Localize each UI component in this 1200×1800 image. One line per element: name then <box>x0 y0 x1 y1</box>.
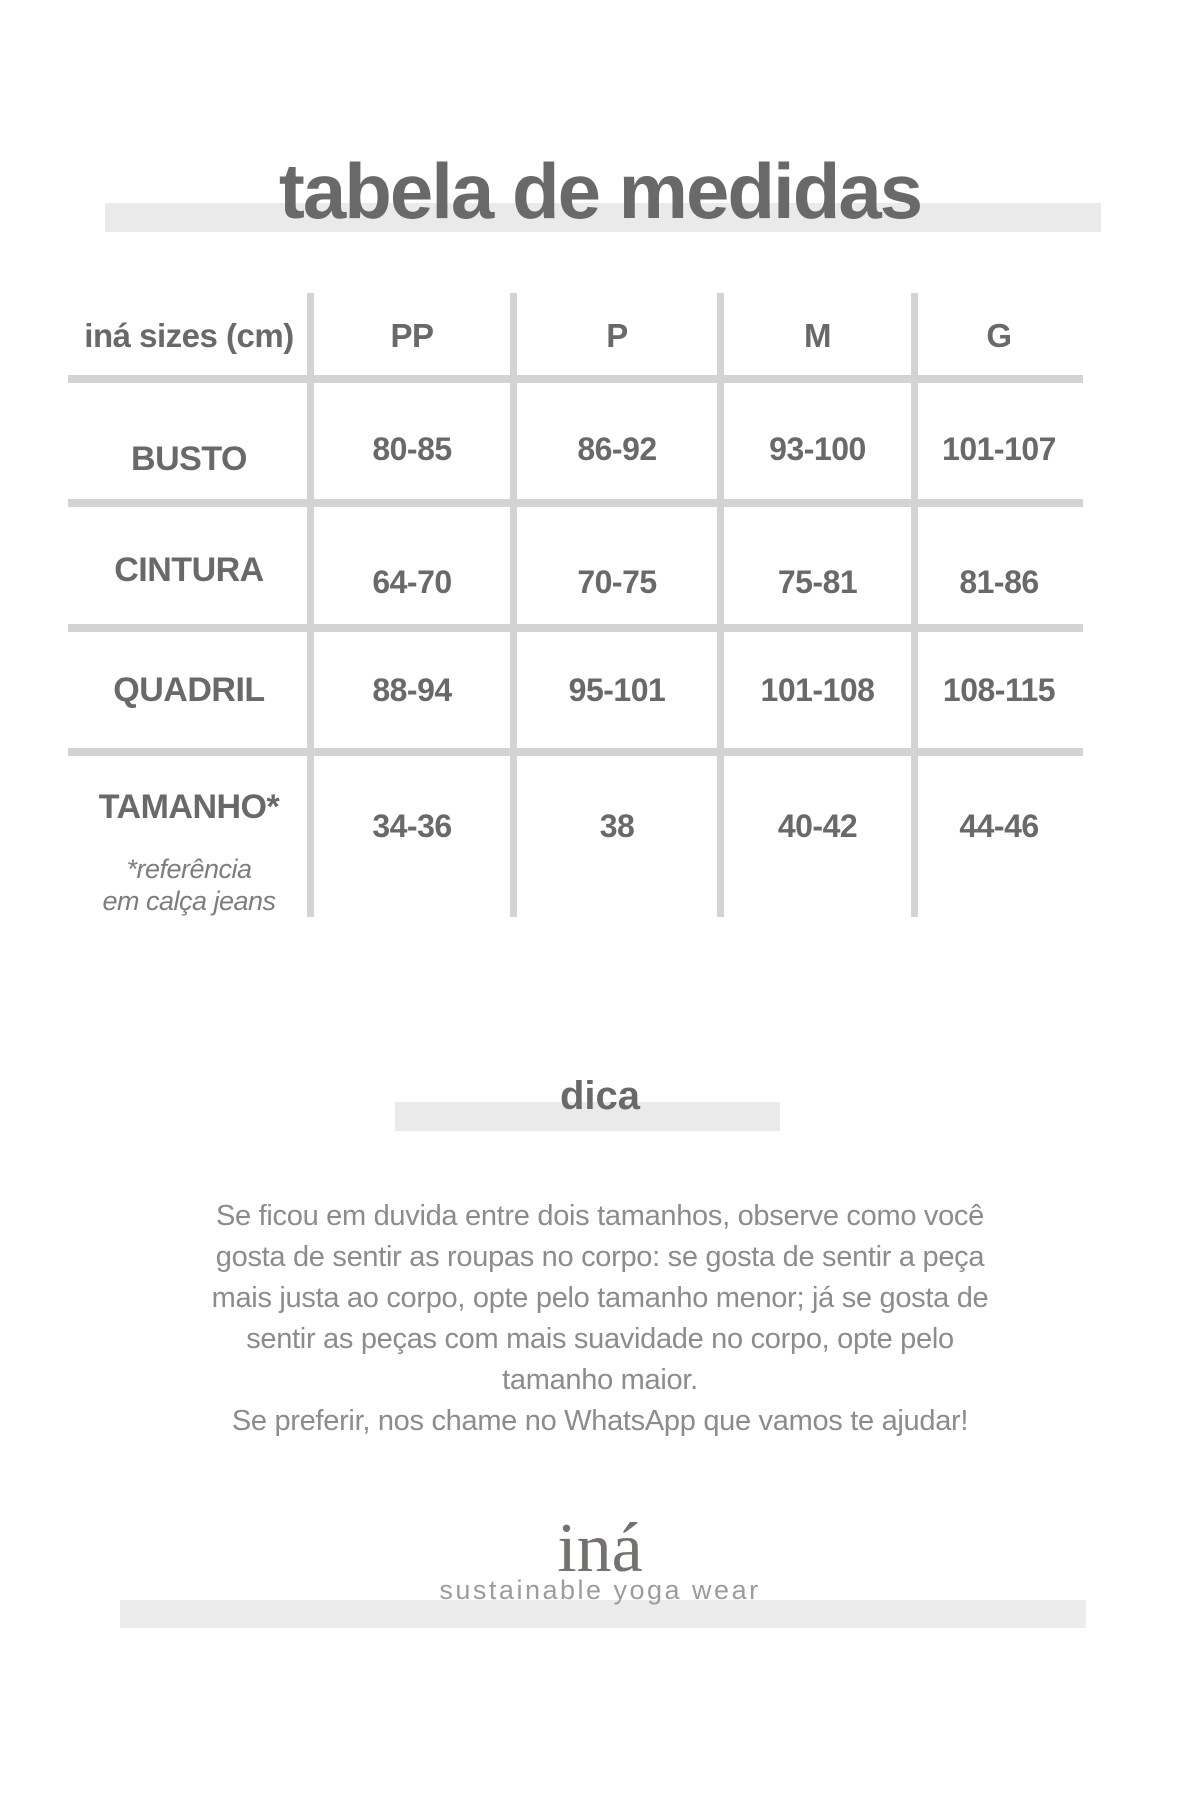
size-table <box>68 293 1083 917</box>
table-header-row <box>68 293 1083 379</box>
size-value-cell: 38 <box>599 808 635 844</box>
tip-line: mais justa ao corpo, opte pelo tamanho menor; já se gosta de <box>211 1282 989 1314</box>
size-value-cell: 34-36 <box>372 808 452 844</box>
row-label-tamanho <box>68 752 310 917</box>
row-label: BUSTO <box>131 439 247 478</box>
tip-line: gosta de sentir as roupas no corpo: se gosta de sentir a peça <box>215 1241 985 1273</box>
size-value-cell: 101-108 <box>760 671 875 708</box>
tip-line: tamanho maior. <box>502 1364 698 1396</box>
table-row-cintura <box>68 503 1083 628</box>
size-value-cell: 70-75 <box>577 564 657 600</box>
row-label: TAMANHO* <box>98 788 280 826</box>
footnote-line: em calça jeans <box>102 886 276 916</box>
table-row-busto <box>68 379 1083 503</box>
row-label: QUADRIL <box>113 670 265 709</box>
header-label: iná sizes (cm) <box>84 317 294 354</box>
size-value-cell: 95-101 <box>568 671 666 708</box>
size-value-cell: 80-85 <box>372 430 452 467</box>
tip-line: Se preferir, nos chame no WhatsApp que vamos te ajudar! <box>231 1405 969 1437</box>
table-row-quadril <box>68 628 1083 752</box>
table-row-tamanho <box>68 752 1083 917</box>
size-column-header-pp: PP <box>390 317 434 354</box>
size-value-cell: 81-86 <box>959 564 1039 600</box>
size-column-header-g: G <box>986 317 1012 354</box>
row-label: CINTURA <box>114 551 264 589</box>
page-title: tabela de medidas <box>278 147 922 235</box>
tip-line: sentir as peças com mais suavidade no corpo, opte pelo <box>246 1323 954 1355</box>
footnote-line: *referência <box>126 854 252 884</box>
size-value-cell: 86-92 <box>577 430 657 467</box>
size-value-cell: 75-81 <box>777 564 858 600</box>
brand-logo: iná <box>557 1510 643 1587</box>
size-column-header-m: M <box>804 317 831 354</box>
size-value-cell: 64-70 <box>372 564 452 600</box>
size-value-cell: 101-107 <box>942 430 1056 467</box>
tip-line: Se ficou em duvida entre dois tamanhos, observe como você <box>216 1200 984 1232</box>
size-column-header-p: P <box>606 317 628 354</box>
logo-tagline: sustainable yoga wear <box>439 1575 761 1605</box>
size-value-cell: 108-115 <box>942 671 1056 708</box>
size-value-cell: 88-94 <box>372 671 452 708</box>
size-value-cell: 44-46 <box>959 808 1039 844</box>
size-value-cell: 93-100 <box>769 430 866 467</box>
tip-paragraph <box>0 1196 1200 1442</box>
tip-heading: dica <box>559 1074 641 1118</box>
tamanho-footnote <box>102 853 275 917</box>
size-value-cell: 40-42 <box>777 808 858 844</box>
